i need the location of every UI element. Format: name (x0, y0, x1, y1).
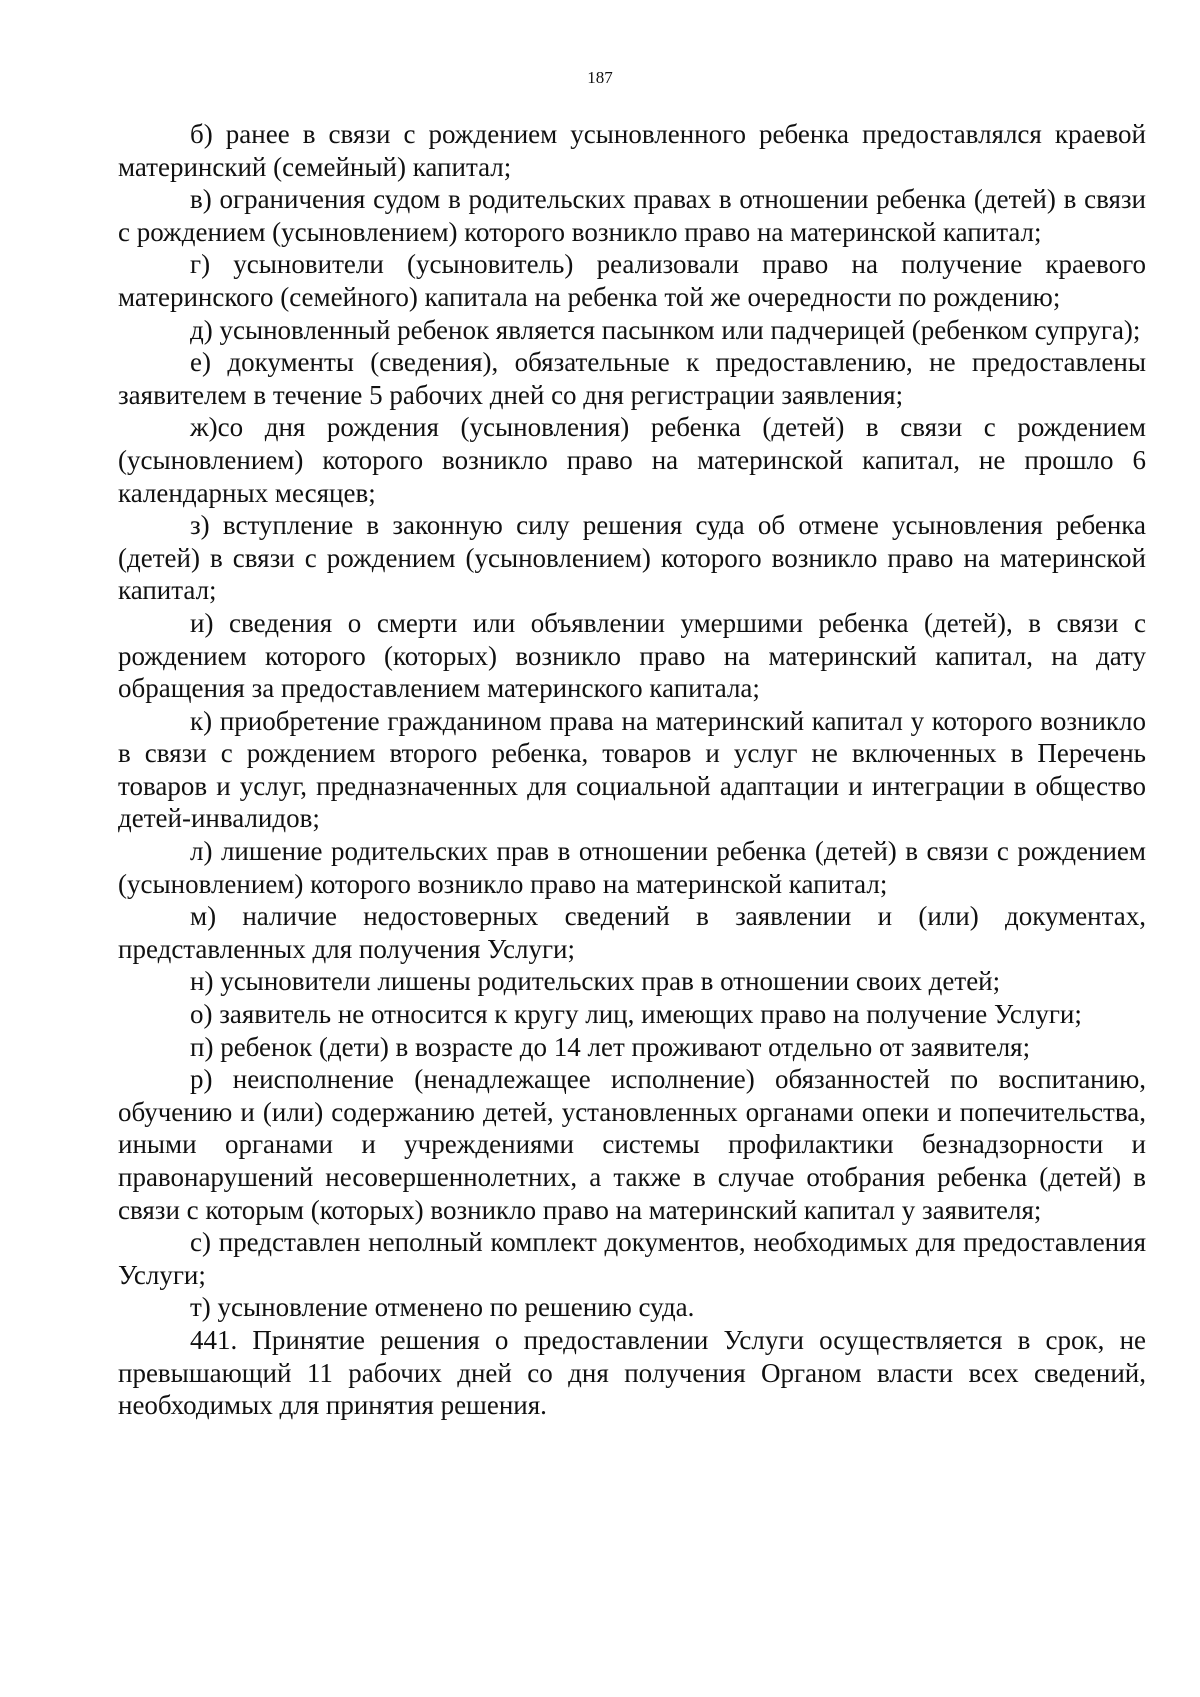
paragraph-t: т) усыновление отменено по решению суда. (190, 1292, 695, 1323)
paragraph-m: м) наличие недостоверных сведений в заявлении и (или) документах, представленных для получения Услуги; (118, 901, 1146, 964)
paragraph-b: б) ранее в связи с рождением усыновленного ребенка предоставлялся краевой материнский (семейный) капитал; (118, 119, 1146, 182)
paragraph-r: р) неисполнение (ненадлежащее исполнение) обязанностей по воспитанию, обучению и (или) содержанию детей, установленных органами опеки и попечительства, иными органами и учреждениями системы профилактики безнадзорности и правонарушений несовершеннолетних, а также в случае отобрания ребенка (детей) в связи с которым (которых) возникло право на материнский капитал у заявителя; (118, 1064, 1146, 1225)
page-number: 187 (587, 68, 613, 87)
paragraph-s: с) представлен неполный комплект документов, необходимых для предоставления Услуги; (118, 1227, 1146, 1290)
paragraph-l: л) лишение родительских прав в отношении ребенка (детей) в связи с рождением (усыновлением) которого возникло право на материнской капитал; (118, 836, 1146, 899)
paragraph-i: и) сведения о смерти или объявлении умершими ребенка (детей), в связи с рождением которого (которых) возникло право на материнский капитал, на дату обращения за предоставлением материнского капитала; (118, 607, 1146, 704)
paragraph-e: е) документы (сведения), обязательные к предоставлению, не предоставлены заявителем в течение 5 рабочих дней со дня регистрации заявления; (118, 347, 1146, 410)
paragraph-zh: ж)со дня рождения (усыновления) ребенка (детей) в связи с рождением (усыновлением) которого возникло право на материнской капитал, не прошло 6 календарных месяцев; (118, 412, 1146, 508)
document-body (118, 118, 1146, 1422)
paragraph-p: п) ребенок (дети) в возрасте до 14 лет проживают отдельно от заявителя; (190, 1031, 1031, 1062)
paragraph-g: г) усыновители (усыновитель) реализовали право на получение краевого материнского (семейного) капитала на ребенка той же очередности по рождению; (118, 249, 1146, 312)
paragraph-o: о) заявитель не относится к кругу лиц, имеющих право на получение Услуги; (190, 999, 1082, 1030)
paragraph-d: д) усыновленный ребенок является пасынком или падчерицей (ребенком супруга); (190, 314, 1141, 345)
paragraph-v: в) ограничения судом в родительских правах в отношении ребенка (детей) в связи с рождением (усыновлением) которого возникло право на материнской капитал; (118, 184, 1146, 247)
paragraph-n: н) усыновители лишены родительских прав в отношении своих детей; (190, 966, 1001, 997)
paragraph-441: 441. Принятие решения о предоставлении Услуги осуществляется в срок, не превышающий 11 рабочих дней со дня получения Органом власти всех сведений, необходимых для принятия решения. (118, 1324, 1146, 1421)
paragraph-z: з) вступление в законную силу решения суда об отмене усыновления ребенка (детей) в связи с рождением (усыновлением) которого возникло право на материнской капитал; (118, 510, 1146, 606)
paragraph-k: к) приобретение гражданином права на материнский капитал у которого возникло в связи с рождением второго ребенка, товаров и услуг не включенных в Перечень товаров и услуг, предназначенных для социальной адаптации и интеграции в общество детей-инвалидов; (118, 705, 1146, 834)
